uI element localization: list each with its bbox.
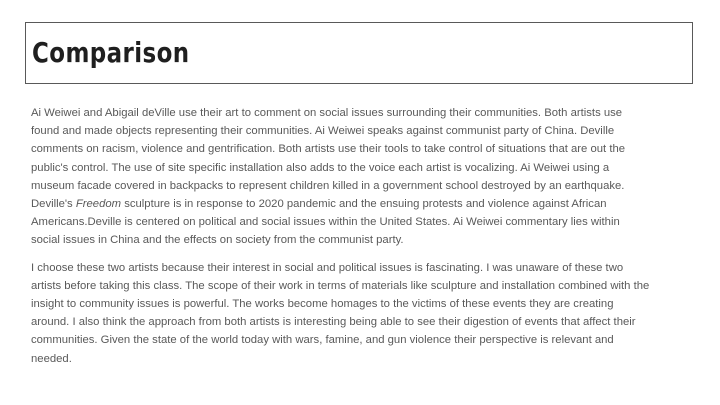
paragraph-1-line-8: social issues in China and the effects on society from the communist party. <box>31 234 404 247</box>
title-box <box>25 22 693 84</box>
line-6-suffix: sculpture is in response to 2020 pandemic and the ensuing protests and violence against African <box>121 198 607 211</box>
artwork-title-freedom: Freedom <box>75 198 122 211</box>
paragraph-1-line-2: found and made objects representing their communities. Ai Weiwei speaks against communist party of China. Deville <box>31 125 615 138</box>
paragraph-1-line-5: museum facade covered in backpacks to represent children killed in a government school destroyed by an earthquake. <box>31 179 625 192</box>
paragraph-2-line-5: communities. Given the state of the world today with wars, famine, and gun violence their perspective is relevant and <box>31 334 614 347</box>
paragraph-1-line-3: comments on racism, violence and gentrification. Both artists use their tools to take control of situations that are out the <box>31 143 626 156</box>
slide-title: Comparison <box>32 36 190 69</box>
paragraph-2-line-2: artists before taking this class. The scope of their work in terms of materials like sculpture and installation combined with the <box>31 279 650 292</box>
paragraph-1-line-7: Americans.Deville is centered on political and social issues within the United States. Ai Weiwei commentary lies within <box>31 216 620 229</box>
paragraph-1-line-1: Ai Weiwei and Abigail deVille use their art to comment on social issues surrounding their communities. Both artists use <box>31 107 623 119</box>
paragraph-2-line-3: insight to community issues is powerful. The works become homages to the victims of these events they are creating <box>31 298 614 311</box>
paragraph-2 <box>31 259 693 368</box>
paragraph-2-line-6: needed. <box>31 352 72 365</box>
paragraph-1-line-4: public's control. The use of site specific installation also adds to the voice each artist is vocalizing. Ai Weiwei using a <box>31 161 610 174</box>
line-6-prefix: Deville's <box>31 198 76 211</box>
paragraph-1 <box>31 104 693 250</box>
paragraph-2-line-1: I choose these two artists because their interest in social and political issues is fascinating. I was unaware of these two <box>31 261 624 274</box>
slide-body <box>31 104 693 377</box>
paragraph-1-line-6 <box>31 195 693 213</box>
paragraph-2-line-4: around. I also think the approach from both artists is interesting being able to see their digestion of events that affect their <box>31 316 636 329</box>
